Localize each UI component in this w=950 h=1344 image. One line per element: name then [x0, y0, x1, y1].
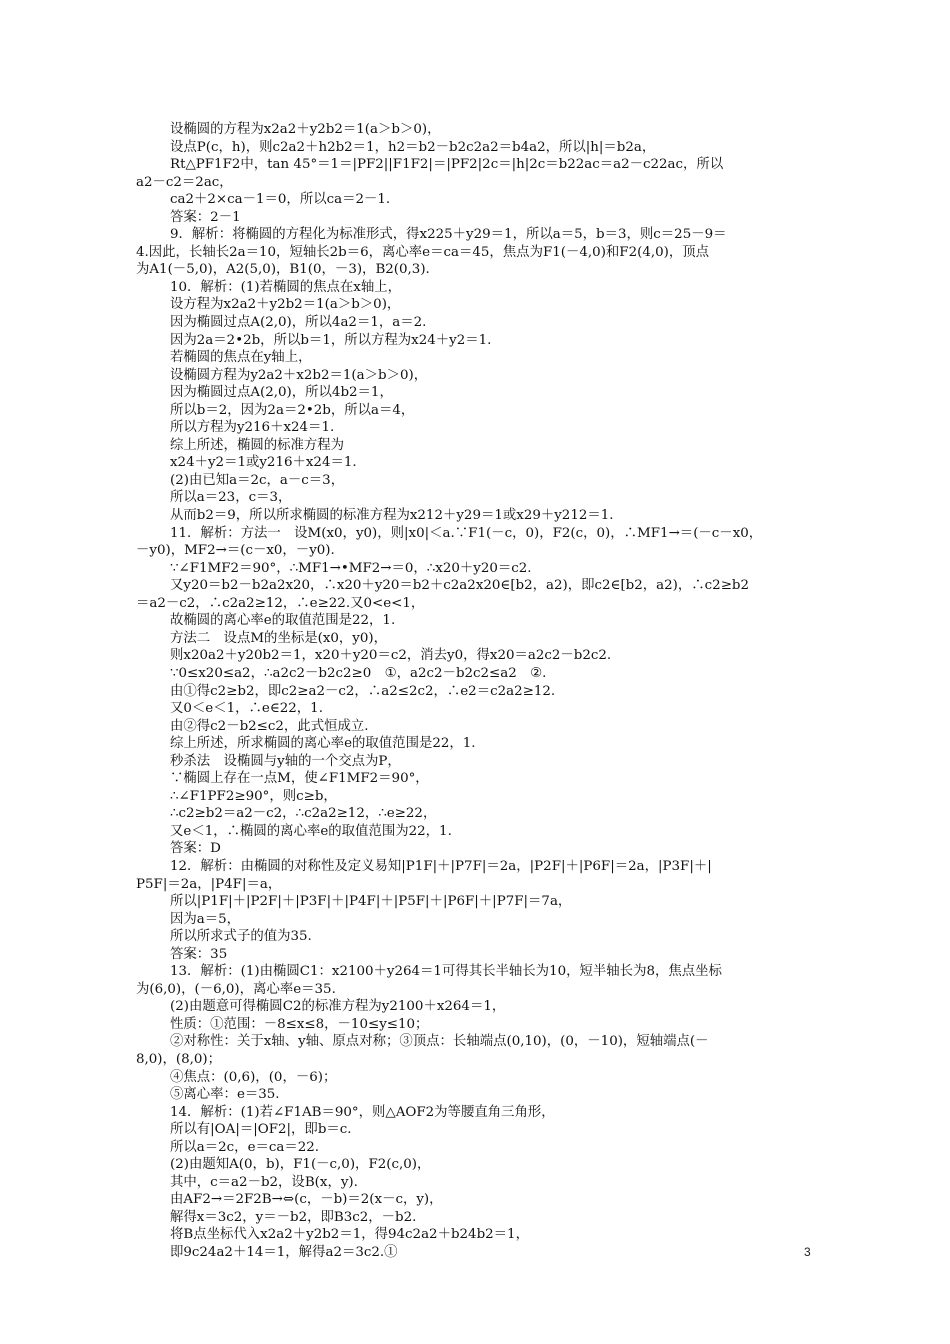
text-line: 4.因此，长轴长2a＝10，短轴长2b＝6，离心率e＝ca＝45，焦点为F1(－4,0)和F2(4,0)，顶点	[136, 244, 710, 260]
text-line: a2－c2＝2ac，	[136, 174, 233, 190]
text-line: (2)由题意可得椭圆C2的标准方程为y2100＋x264＝1，	[170, 999, 506, 1015]
text-line: 又0＜e＜1，∴e∈22，1.	[170, 701, 323, 717]
text-line: 因为椭圆过点A(2,0)，所以4a2＝1，a＝2.	[170, 315, 427, 331]
text-line: 所以方程为y216＋x24＝1.	[170, 420, 335, 436]
text-line: 10．解析：(1)若椭圆的焦点在x轴上，	[170, 279, 402, 295]
text-line: 若椭圆的焦点在y轴上，	[170, 350, 312, 366]
text-line: 所以b＝2，因为2a＝2•2b，所以a＝4，	[170, 402, 415, 418]
text-line: 设方程为x2a2＋y2b2＝1(a＞b＞0)，	[170, 297, 401, 313]
text-line: 因为a＝5，	[170, 911, 241, 927]
text-line: 由①得c2≥b2，即c2≥a2－c2，∴a2≤2c2，∴e2＝c2a2≥12.	[170, 683, 556, 699]
text-line: 综上所述，椭圆的标准方程为	[170, 437, 345, 453]
text-line: 即9c24a2＋14＝1，解得a2＝3c2.①	[170, 1245, 398, 1260]
text-line: 为A1(－5,0)，A2(5,0)，B1(0，－3)，B2(0,3).	[136, 262, 430, 278]
text-line: 所以|P1F|＋|P2F|＋|P3F|＋|P4F|＋|P5F|＋|P6F|＋|P7F|＝7a，	[170, 894, 572, 910]
text-line: 从而b2＝9，所以所求椭圆的标准方程为x212＋y29＝1或x29＋y212＝1.	[170, 508, 614, 524]
text-line: (2)由已知a＝2c，a－c＝3，	[170, 472, 345, 488]
text-line: 由②得c2－b2≤c2，此式恒成立.	[170, 718, 369, 734]
text-line: 所以所求式子的值为35.	[170, 929, 312, 945]
text-line: ∵∠F1MF2＝90°，∴MF1→•MF2→＝0，∴x20＋y20＝c2.	[170, 560, 532, 576]
text-line: 又y20＝b2－b2a2x20，∴x20＋y20＝b2＋c2a2x20∈[b2，a2)，即c2∈[b2，a2)，∴c2≥b2	[170, 578, 750, 594]
text-line: ∴c2≥b2＝a2－c2，∴c2a2≥12，∴e≥22，	[170, 806, 437, 822]
text-line: x24＋y2＝1或y216＋x24＝1.	[170, 455, 357, 471]
text-line: Rt△PF1F2中，tan 45°＝1＝|PF2||F1F2|＝|PF2|2c＝|h|2c＝b22ac＝a2－c22ac，所以	[170, 157, 724, 173]
text-line: 方法二 设点M的坐标是(x0，y0)，	[170, 630, 388, 646]
text-line: 答案：D	[170, 841, 221, 857]
text-line: 13．解析：(1)由椭圆C1：x2100＋y264＝1可得其长半轴长为10，短半轴长为8，焦点坐标	[170, 964, 722, 980]
text-line: 9．解析：将椭圆的方程化为标准形式，得x225＋y29＝1，所以a＝5，b＝3，则c＝25－9＝	[170, 227, 727, 243]
text-line: 所以a＝2c，e＝ca＝22.	[170, 1139, 320, 1155]
text-line: 设点P(c，h)，则c2a2＋h2b2＝1，h2＝b2－b2c2a2＝b4a2，所以|h|＝b2a，	[170, 139, 656, 155]
text-line: 12．解析：由椭圆的对称性及定义易知|P1F|＋|P7F|＝2a，|P2F|＋|P6F|＝2a，|P3F|＋|	[170, 858, 712, 874]
text-line: ⑤离心率：e＝35.	[170, 1087, 280, 1103]
text-line: 因为2a＝2•2b，所以b＝1，所以方程为x24＋y2＝1.	[170, 332, 492, 348]
text-line: 设椭圆方程为y2a2＋x2b2＝1(a＞b＞0)，	[170, 367, 428, 383]
text-line: 答案：35	[170, 946, 228, 962]
text-line: 所以a＝23，c＝3，	[170, 490, 292, 506]
text-line: 设椭圆的方程为x2a2＋y2b2＝1(a＞b＞0)，	[170, 122, 441, 137]
text-line: 则x20a2＋y20b2＝1，x20＋y20＝c2，消去y0，得x20＝a2c2－b2c2.	[170, 648, 612, 664]
page-number: 3	[804, 1245, 811, 1259]
text-line: ca2＋2×ca－1＝0，所以ca＝2－1.	[170, 192, 391, 208]
text-line: 由AF2→＝2F2B→⇔(c，－b)＝2(x－c，y)，	[170, 1192, 443, 1208]
text-line: ＝a2－c2，∴c2a2≥12，∴e≥22.又0<e<1，	[136, 595, 425, 611]
text-line: 14．解析：(1)若∠F1AB＝90°，则△AOF2为等腰直角三角形，	[170, 1104, 555, 1120]
text-line: 将B点坐标代入x2a2＋y2b2＝1，得94c2a2＋b24b2＝1，	[170, 1227, 529, 1243]
text-line: 其中，c＝a2－b2，设B(x，y).	[170, 1174, 358, 1190]
text-line: ②对称性：关于x轴、y轴、原点对称；③顶点：长轴端点(0,10)，(0，－10)，短轴端点(－	[170, 1034, 709, 1050]
text-line: ∵0≤x20≤a2，∴a2c2－b2c2≥0 ①，a2c2－b2c2≤a2 ②.	[170, 665, 547, 681]
text-line: ④焦点：(0,6)，(0，－6)；	[170, 1069, 337, 1085]
text-line: 故椭圆的离心率e的取值范围是22，1.	[170, 613, 396, 629]
text-line: 性质：①范围：－8≤x≤8，－10≤y≤10；	[170, 1016, 429, 1032]
text-line: ∴∠F1PF2≥90°，则c≥b，	[170, 788, 337, 804]
text-line: (2)由题知A(0，b)，F1(－c,0)，F2(c,0)，	[170, 1157, 431, 1173]
text-line: 11．解析：方法一 设M(x0，y0)，则|x0|＜a.∵F1(－c，0)，F2(c，0)，∴MF1→＝(－c－x0，	[170, 525, 763, 541]
text-line: 综上所述，所求椭圆的离心率e的取值范围是22，1.	[170, 736, 476, 752]
text-line: 所以有|OA|＝|OF2|，即b＝c.	[170, 1122, 352, 1138]
text-line: 解得x＝3c2，y＝－b2，即B3c2，－b2.	[170, 1209, 417, 1225]
text-line: 为(6,0)，(－6,0)，离心率e＝35.	[136, 981, 336, 997]
text-line: ∵椭圆上存在一点M，使∠F1MF2＝90°，	[170, 771, 429, 787]
text-line: 因为椭圆过点A(2,0)，所以4b2＝1，	[170, 385, 393, 401]
text-line: 答案：2－1	[170, 209, 241, 225]
text-line: －y0)，MF2→＝(c－x0，－y0).	[136, 543, 335, 559]
text-line: P5F|＝2a，|P4F|＝a，	[136, 876, 282, 892]
text-line: 又e＜1，∴椭圆的离心率e的取值范围为22，1.	[170, 823, 452, 839]
text-line: 8,0)，(8,0)；	[136, 1051, 222, 1067]
text-line: 秒杀法 设椭圆与y轴的一个交点为P，	[170, 753, 401, 769]
solution-text	[136, 121, 816, 1262]
